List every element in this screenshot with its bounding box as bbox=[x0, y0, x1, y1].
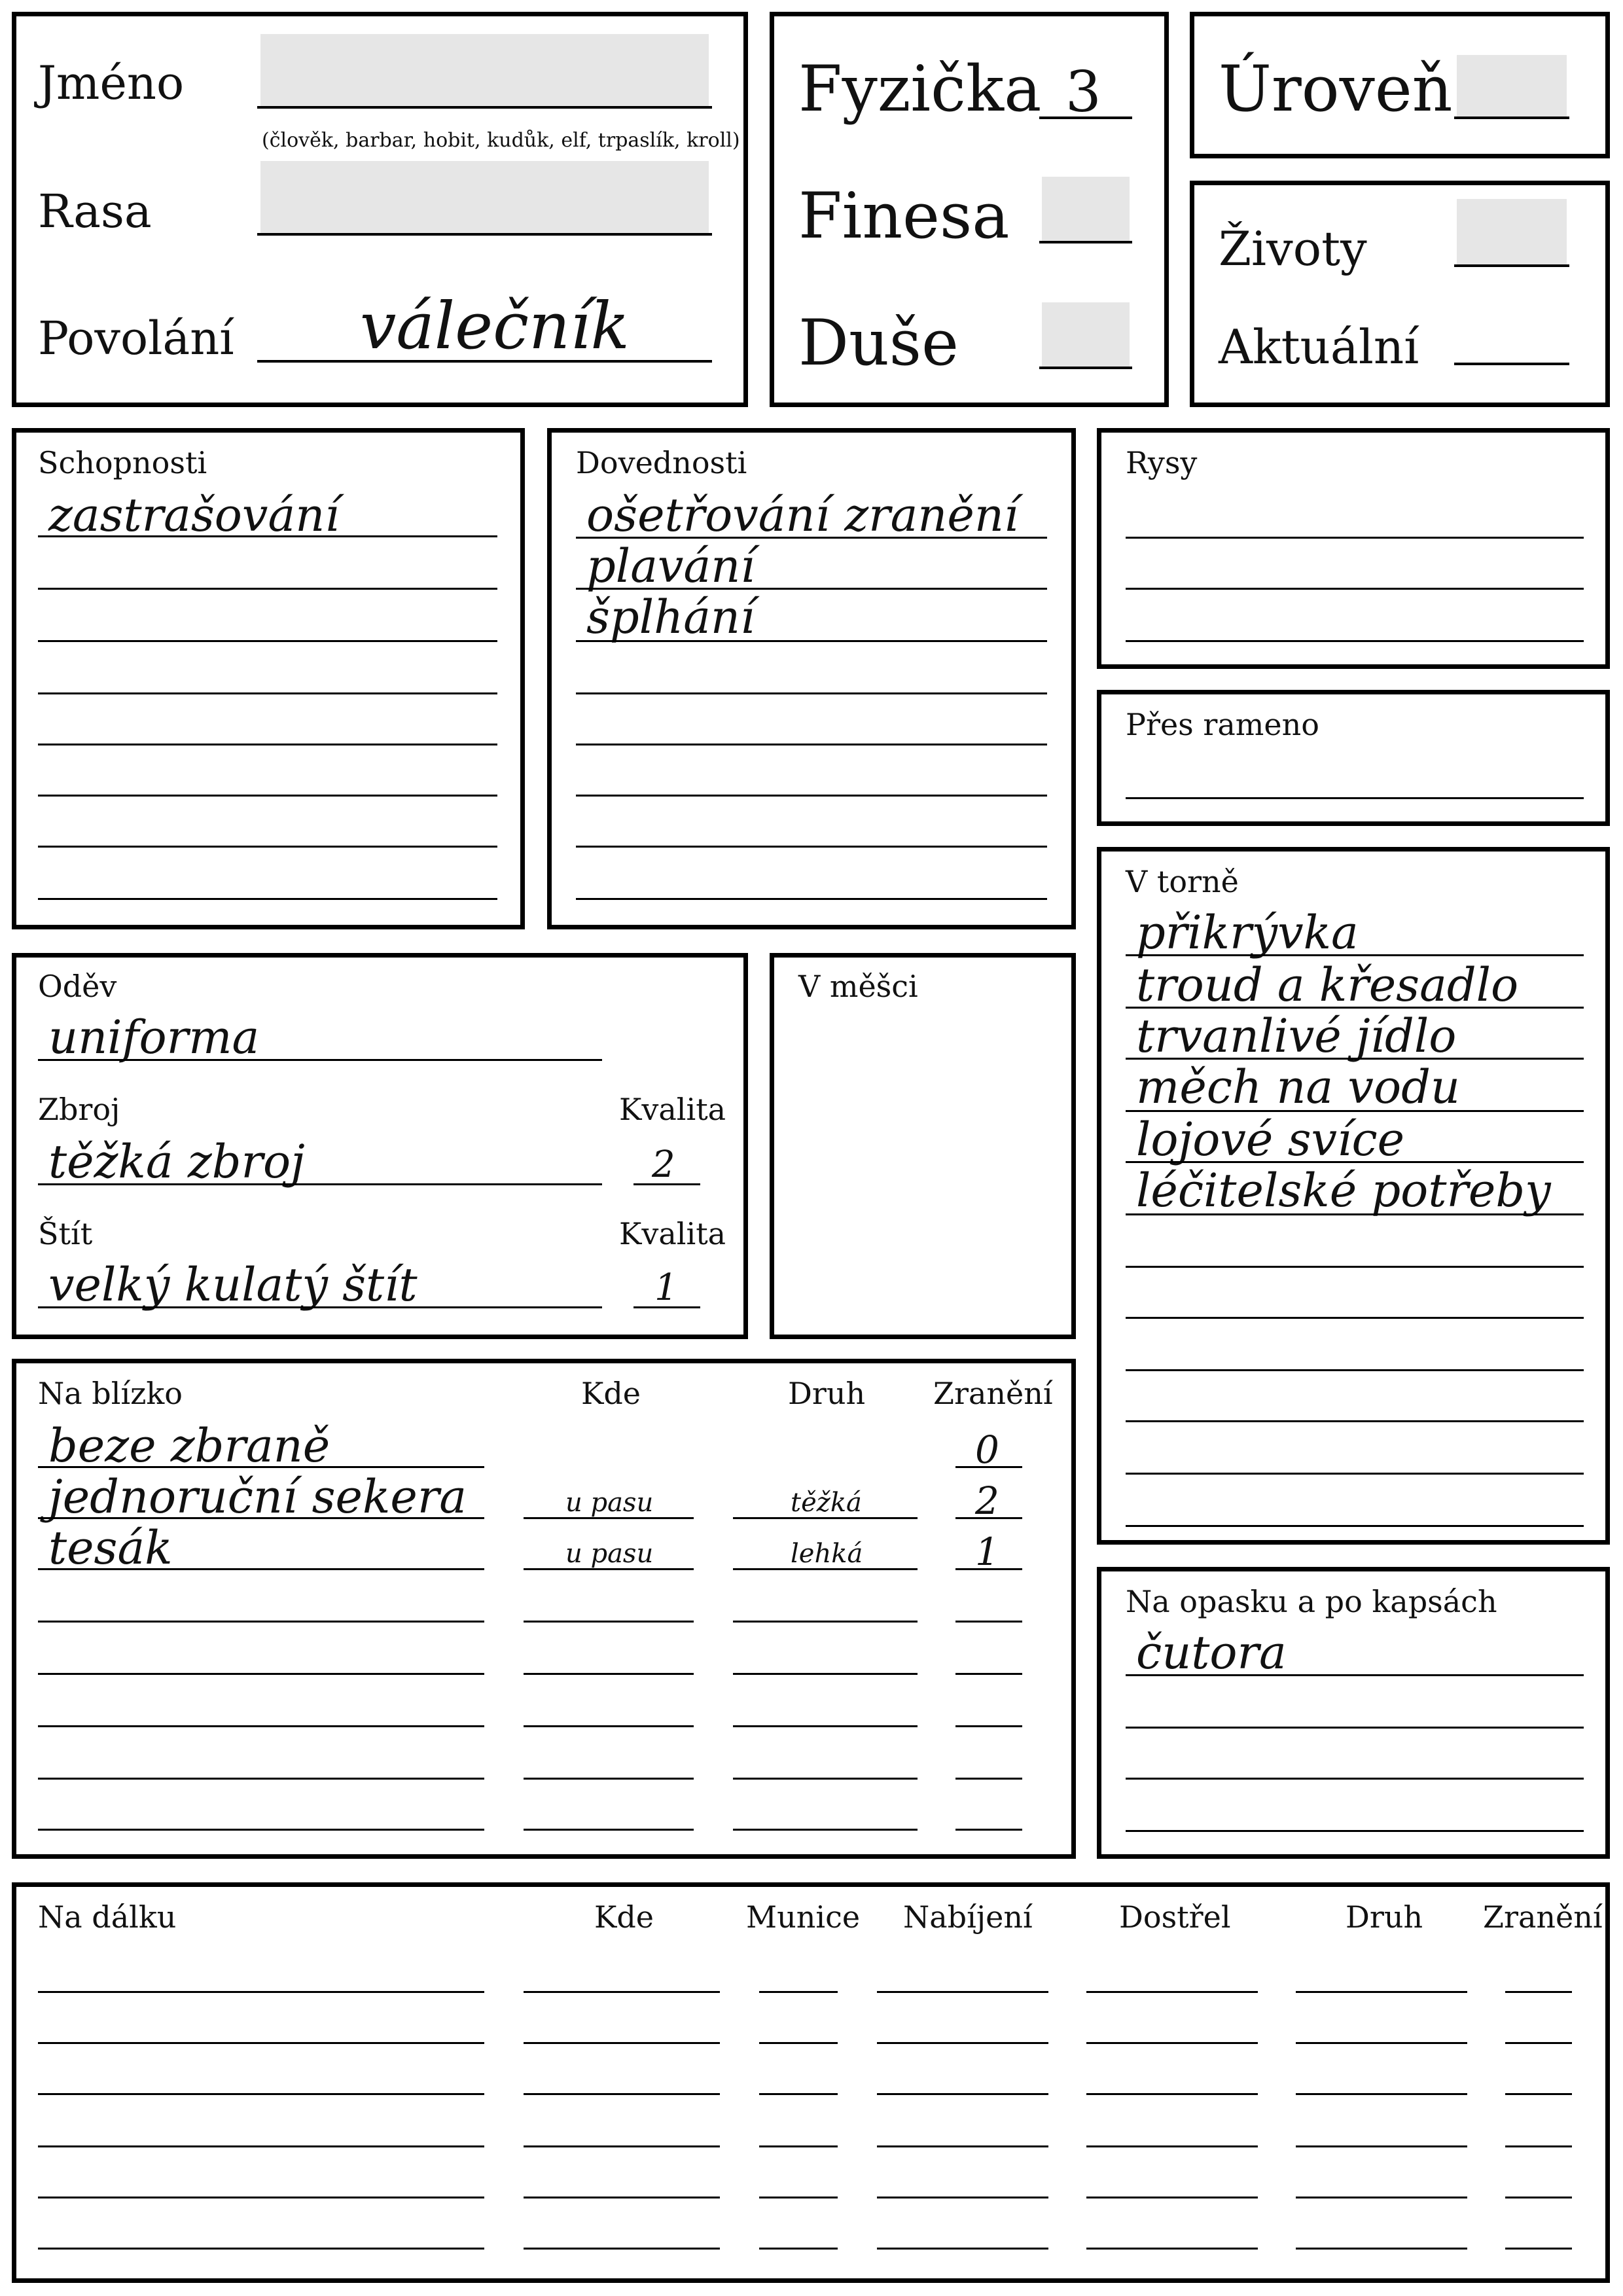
backpack-entry: trvanlivé jídlo bbox=[1136, 1009, 1457, 1063]
backpack-line[interactable] bbox=[1126, 1420, 1584, 1422]
skills-line[interactable] bbox=[576, 537, 1047, 539]
ranged-header-where: Kde bbox=[594, 1899, 654, 1935]
name-field-bg bbox=[260, 34, 709, 107]
skills-line[interactable] bbox=[576, 795, 1047, 797]
ranged-ammo-line[interactable] bbox=[759, 1991, 838, 1993]
ranged-ammo-line[interactable] bbox=[759, 2093, 838, 2095]
ranged-reload-line[interactable] bbox=[877, 2042, 1048, 2044]
melee-weapon-where: u pasu bbox=[565, 1488, 654, 1518]
ranged-damage-line[interactable] bbox=[1505, 1991, 1572, 1993]
abilities-line[interactable] bbox=[38, 795, 497, 797]
ranged-kind-line[interactable] bbox=[1296, 2197, 1467, 2198]
armor-quality: 2 bbox=[652, 1143, 675, 1186]
melee-name-line[interactable] bbox=[38, 1466, 484, 1468]
backpack-line[interactable] bbox=[1126, 1110, 1584, 1112]
ranged-reload-line[interactable] bbox=[877, 2093, 1048, 2095]
backpack-line[interactable] bbox=[1126, 1161, 1584, 1163]
backpack-line[interactable] bbox=[1126, 954, 1584, 956]
backpack-line[interactable] bbox=[1126, 1525, 1584, 1527]
finesse-label: Finesa bbox=[798, 179, 1010, 253]
ranged-header-damage: Zranění bbox=[1483, 1899, 1603, 1935]
finesse-field[interactable] bbox=[1039, 241, 1132, 243]
backpack-entry: troud a křesadlo bbox=[1136, 958, 1519, 1012]
clothing-title: Oděv bbox=[38, 969, 117, 1004]
ranged-ammo-line[interactable] bbox=[759, 2145, 838, 2147]
class-label: Povolání bbox=[38, 312, 234, 365]
melee-name-line[interactable] bbox=[38, 1829, 484, 1831]
skills-line[interactable] bbox=[576, 692, 1047, 694]
backpack-line[interactable] bbox=[1126, 1473, 1584, 1475]
armor-quality-line[interactable] bbox=[633, 1183, 700, 1185]
skills-entry: plavání bbox=[586, 539, 755, 593]
melee-kind-line[interactable] bbox=[733, 1568, 918, 1570]
melee-where-line[interactable] bbox=[524, 1517, 694, 1519]
health-max-label: Životy bbox=[1219, 221, 1367, 276]
abilities-line[interactable] bbox=[38, 898, 497, 900]
soul-label: Duše bbox=[798, 306, 959, 380]
backpack-title: V torně bbox=[1126, 864, 1239, 899]
armor-label: Zbroj bbox=[38, 1092, 120, 1127]
abilities-title: Schopnosti bbox=[38, 445, 207, 480]
ranged-where-line[interactable] bbox=[524, 2145, 720, 2147]
melee-damage-line[interactable] bbox=[955, 1621, 1022, 1623]
melee-header-damage: Zranění bbox=[933, 1376, 1053, 1411]
belt-line[interactable] bbox=[1126, 1778, 1584, 1780]
melee-weapon-name: tesák bbox=[48, 1521, 173, 1575]
shield-line[interactable] bbox=[38, 1306, 602, 1308]
melee-header-name: Na blízko bbox=[38, 1376, 183, 1411]
backpack-line[interactable] bbox=[1126, 1213, 1584, 1215]
skills-line[interactable] bbox=[576, 588, 1047, 590]
ranged-where-line[interactable] bbox=[524, 2093, 720, 2095]
belt-line[interactable] bbox=[1126, 1727, 1584, 1729]
health-max-field-bg bbox=[1457, 199, 1567, 264]
ranged-box bbox=[12, 1882, 1610, 2283]
soul-field[interactable] bbox=[1039, 367, 1132, 369]
melee-name-line[interactable] bbox=[38, 1517, 484, 1519]
backpack-line[interactable] bbox=[1126, 1317, 1584, 1319]
ranged-name-line[interactable] bbox=[38, 1991, 484, 1993]
backpack-line[interactable] bbox=[1126, 1058, 1584, 1060]
ranged-name-line[interactable] bbox=[38, 2197, 484, 2198]
skills-line[interactable] bbox=[576, 898, 1047, 900]
ranged-reload-line[interactable] bbox=[877, 1991, 1048, 1993]
melee-damage-line[interactable] bbox=[955, 1778, 1022, 1780]
level-label: Úroveň bbox=[1219, 52, 1453, 126]
melee-name-line[interactable] bbox=[38, 1778, 484, 1780]
skills-line[interactable] bbox=[576, 640, 1047, 642]
skills-entry: šplhání bbox=[586, 590, 755, 644]
level-field-bg bbox=[1457, 55, 1567, 117]
melee-where-line[interactable] bbox=[524, 1725, 694, 1727]
melee-weapon-damage: 1 bbox=[975, 1530, 999, 1574]
abilities-line[interactable] bbox=[38, 588, 497, 590]
armor-line[interactable] bbox=[38, 1183, 602, 1185]
melee-kind-line[interactable] bbox=[733, 1829, 918, 1831]
ranged-where-line[interactable] bbox=[524, 2248, 720, 2250]
melee-where-line[interactable] bbox=[524, 1673, 694, 1675]
race-field-bg bbox=[260, 161, 709, 234]
armor-quality-label: Kvalita bbox=[619, 1092, 726, 1127]
melee-where-line[interactable] bbox=[524, 1829, 694, 1831]
skills-entry: ošetřování zranění bbox=[586, 488, 1019, 542]
pouch-box bbox=[770, 953, 1076, 1339]
ranged-kind-line[interactable] bbox=[1296, 2248, 1467, 2250]
ranged-range-line[interactable] bbox=[1086, 2248, 1258, 2250]
ranged-damage-line[interactable] bbox=[1505, 2248, 1572, 2250]
melee-where-line[interactable] bbox=[524, 1621, 694, 1623]
melee-damage-line[interactable] bbox=[955, 1517, 1022, 1519]
backpack-line[interactable] bbox=[1126, 1266, 1584, 1268]
melee-weapon-where: u pasu bbox=[565, 1539, 654, 1569]
backpack-entry: přikrývka bbox=[1136, 906, 1359, 960]
ranged-name-line[interactable] bbox=[38, 2042, 484, 2044]
shield-value: velký kulatý štít bbox=[48, 1258, 418, 1312]
physique-label: Fyzička bbox=[798, 52, 1042, 126]
abilities-line[interactable] bbox=[38, 535, 497, 537]
abilities-line[interactable] bbox=[38, 692, 497, 694]
race-label: Rasa bbox=[38, 185, 152, 238]
ranged-damage-line[interactable] bbox=[1505, 2145, 1572, 2147]
belt-line[interactable] bbox=[1126, 1830, 1584, 1832]
traits-line[interactable] bbox=[1126, 640, 1584, 642]
race-hint: (člověk, barbar, hobit, kudůk, elf, trpaslík, kroll) bbox=[262, 129, 740, 152]
ranged-where-line[interactable] bbox=[524, 1991, 720, 1993]
melee-weapon-kind: těžká bbox=[791, 1488, 862, 1518]
ranged-damage-line[interactable] bbox=[1505, 2042, 1572, 2044]
health-current-label: Aktuální bbox=[1219, 319, 1419, 374]
skills-line[interactable] bbox=[576, 846, 1047, 848]
melee-weapon-damage: 2 bbox=[975, 1479, 999, 1523]
melee-kind-line[interactable] bbox=[733, 1621, 918, 1623]
melee-damage-line[interactable] bbox=[955, 1466, 1022, 1468]
abilities-line[interactable] bbox=[38, 846, 497, 848]
traits-line[interactable] bbox=[1126, 588, 1584, 590]
ranged-where-line[interactable] bbox=[524, 2197, 720, 2198]
ranged-name-line[interactable] bbox=[38, 2093, 484, 2095]
ranged-ammo-line[interactable] bbox=[759, 2042, 838, 2044]
clothing-value: uniforma bbox=[48, 1011, 260, 1064]
melee-damage-line[interactable] bbox=[955, 1568, 1022, 1570]
melee-damage-line[interactable] bbox=[955, 1829, 1022, 1831]
shoulder-line[interactable] bbox=[1126, 797, 1584, 799]
melee-damage-line[interactable] bbox=[955, 1673, 1022, 1675]
abilities-entry: zastrašování bbox=[48, 488, 340, 542]
health-current-field[interactable] bbox=[1454, 363, 1569, 365]
abilities-line[interactable] bbox=[38, 640, 497, 642]
belt-entry: čutora bbox=[1136, 1626, 1287, 1679]
melee-weapon-name: jednoruční sekera bbox=[48, 1470, 467, 1524]
ranged-kind-line[interactable] bbox=[1296, 2145, 1467, 2147]
physique-field[interactable] bbox=[1039, 117, 1132, 119]
ranged-reload-line[interactable] bbox=[877, 2248, 1048, 2250]
melee-name-line[interactable] bbox=[38, 1725, 484, 1727]
ranged-where-line[interactable] bbox=[524, 2042, 720, 2044]
melee-damage-line[interactable] bbox=[955, 1725, 1022, 1727]
ranged-range-line[interactable] bbox=[1086, 1991, 1258, 1993]
ranged-kind-line[interactable] bbox=[1296, 1991, 1467, 1993]
soul-field-bg bbox=[1042, 302, 1130, 367]
belt-line[interactable] bbox=[1126, 1674, 1584, 1676]
pouch-title: V měšci bbox=[798, 969, 918, 1004]
ranged-name-line[interactable] bbox=[38, 2145, 484, 2147]
finesse-field-bg bbox=[1042, 177, 1130, 241]
ranged-kind-line[interactable] bbox=[1296, 2093, 1467, 2095]
physique-value: 3 bbox=[1065, 60, 1101, 125]
shield-quality-line[interactable] bbox=[633, 1306, 700, 1308]
melee-kind-line[interactable] bbox=[733, 1517, 918, 1519]
backpack-entry: léčitelské potřeby bbox=[1136, 1164, 1551, 1217]
ranged-header-range: Dostřel bbox=[1119, 1899, 1231, 1935]
melee-weapon-name: beze zbraně bbox=[48, 1419, 330, 1473]
backpack-entry: měch na vodu bbox=[1136, 1060, 1460, 1114]
race-field[interactable] bbox=[257, 233, 712, 236]
traits-line[interactable] bbox=[1126, 537, 1584, 539]
ranged-header-reload: Nabíjení bbox=[903, 1899, 1033, 1935]
health-max-field[interactable] bbox=[1454, 264, 1569, 267]
melee-header-where: Kde bbox=[581, 1376, 641, 1411]
shield-quality: 1 bbox=[654, 1266, 678, 1309]
ranged-range-line[interactable] bbox=[1086, 2197, 1258, 2198]
shield-label: Štít bbox=[38, 1216, 93, 1251]
ranged-range-line[interactable] bbox=[1086, 2042, 1258, 2044]
abilities-line[interactable] bbox=[38, 744, 497, 745]
ranged-reload-line[interactable] bbox=[877, 2197, 1048, 2198]
ranged-reload-line[interactable] bbox=[877, 2145, 1048, 2147]
class-value: válečník bbox=[360, 289, 630, 364]
melee-weapon-kind: lehká bbox=[791, 1539, 863, 1569]
melee-header-kind: Druh bbox=[788, 1376, 866, 1411]
melee-kind-line[interactable] bbox=[733, 1673, 918, 1675]
ranged-ammo-line[interactable] bbox=[759, 2197, 838, 2198]
belt-title: Na opasku a po kapsách bbox=[1126, 1584, 1497, 1619]
ranged-range-line[interactable] bbox=[1086, 2093, 1258, 2095]
melee-kind-line[interactable] bbox=[733, 1725, 918, 1727]
skills-title: Dovednosti bbox=[576, 445, 747, 480]
melee-name-line[interactable] bbox=[38, 1621, 484, 1623]
ranged-range-line[interactable] bbox=[1086, 2145, 1258, 2147]
shoulder-title: Přes rameno bbox=[1126, 707, 1319, 742]
shield-quality-label: Kvalita bbox=[619, 1216, 726, 1251]
backpack-entry: lojové svíce bbox=[1136, 1113, 1405, 1166]
backpack-line[interactable] bbox=[1126, 1007, 1584, 1009]
armor-value: těžká zbroj bbox=[48, 1135, 305, 1189]
name-field[interactable] bbox=[257, 106, 712, 109]
ranged-header-kind: Druh bbox=[1346, 1899, 1423, 1935]
ranged-ammo-line[interactable] bbox=[759, 2248, 838, 2250]
melee-kind-line[interactable] bbox=[733, 1778, 918, 1780]
ranged-damage-line[interactable] bbox=[1505, 2093, 1572, 2095]
ranged-name-line[interactable] bbox=[38, 2248, 484, 2250]
backpack-line[interactable] bbox=[1126, 1369, 1584, 1371]
name-label: Jméno bbox=[38, 56, 185, 110]
ranged-damage-line[interactable] bbox=[1505, 2197, 1572, 2198]
skills-line[interactable] bbox=[576, 744, 1047, 745]
melee-weapon-damage: 0 bbox=[975, 1427, 999, 1472]
clothing-line[interactable] bbox=[38, 1059, 602, 1061]
ranged-header-name: Na dálku bbox=[38, 1899, 177, 1935]
melee-name-line[interactable] bbox=[38, 1568, 484, 1570]
melee-where-line[interactable] bbox=[524, 1778, 694, 1780]
ranged-header-ammo: Munice bbox=[746, 1899, 861, 1935]
ranged-kind-line[interactable] bbox=[1296, 2042, 1467, 2044]
traits-title: Rysy bbox=[1126, 445, 1198, 480]
melee-name-line[interactable] bbox=[38, 1673, 484, 1675]
melee-where-line[interactable] bbox=[524, 1568, 694, 1570]
level-field[interactable] bbox=[1454, 117, 1569, 119]
